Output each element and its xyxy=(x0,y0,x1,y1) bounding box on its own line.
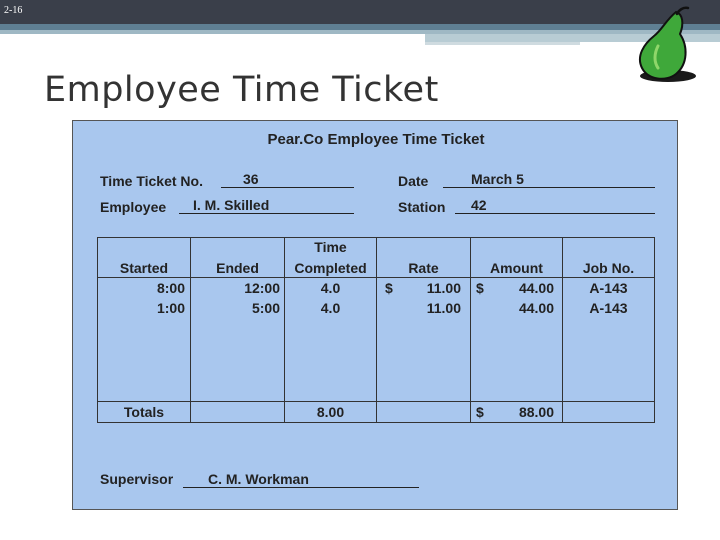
row2-ended: 5:00 xyxy=(251,300,280,316)
col-header-amount: Amount xyxy=(490,260,543,276)
row1-rate: 11.00 xyxy=(426,280,461,296)
header-stripe xyxy=(425,42,580,45)
totals-time: 8.00 xyxy=(316,404,345,420)
totals-amount-symbol: $ xyxy=(476,404,484,420)
ticket-no-label: Time Ticket No. xyxy=(100,173,203,189)
employee-value: I. M. Skilled xyxy=(193,197,270,213)
header-divider xyxy=(98,277,654,278)
employee-field xyxy=(179,196,354,214)
row1-rate-symbol: $ xyxy=(385,280,393,296)
row1-job: A-143 xyxy=(589,280,628,296)
date-label: Date xyxy=(398,173,429,189)
col-header-ended: Ended xyxy=(216,260,259,276)
row1-amount: 44.00 xyxy=(518,280,554,296)
col-header-started: Started xyxy=(119,260,169,276)
supervisor-label: Supervisor xyxy=(100,471,174,487)
row2-job: A-143 xyxy=(589,300,628,316)
station-label: Station xyxy=(398,199,446,215)
row2-started: 1:00 xyxy=(156,300,185,316)
pear-logo-icon xyxy=(636,6,700,86)
supervisor-name: C. M. Workman xyxy=(208,471,309,487)
totals-divider xyxy=(98,401,654,402)
station-value: 42 xyxy=(471,197,487,213)
supervisor-signature-line xyxy=(183,467,419,488)
employee-label: Employee xyxy=(100,199,167,215)
slide-number: 2-16 xyxy=(4,5,23,16)
totals-amount: 88.00 xyxy=(518,404,554,420)
time-table xyxy=(97,237,655,423)
row2-rate: 11.00 xyxy=(426,300,461,316)
row1-amount-symbol: $ xyxy=(476,280,484,296)
ticket-no-field xyxy=(221,170,354,188)
ticket-no-value: 36 xyxy=(243,171,259,187)
date-field xyxy=(443,170,655,188)
header-bar xyxy=(0,0,720,24)
form-title: Pear.Co Employee Time Ticket xyxy=(267,131,485,148)
col-header-completed: Completed xyxy=(294,260,367,276)
station-field xyxy=(455,196,655,214)
slide-title: Employee Time Ticket xyxy=(44,70,439,110)
totals-label: Totals xyxy=(123,404,165,420)
row1-time: 4.0 xyxy=(320,280,341,296)
row2-time: 4.0 xyxy=(320,300,341,316)
row1-started: 8:00 xyxy=(156,280,185,296)
row2-amount: 44.00 xyxy=(518,300,554,316)
col-header-job-no: Job No. xyxy=(582,260,635,276)
date-value: March 5 xyxy=(471,171,524,187)
time-ticket-form xyxy=(72,120,678,510)
col-header-rate: Rate xyxy=(408,260,439,276)
row1-ended: 12:00 xyxy=(244,280,280,296)
col-header-time: Time xyxy=(314,239,347,255)
